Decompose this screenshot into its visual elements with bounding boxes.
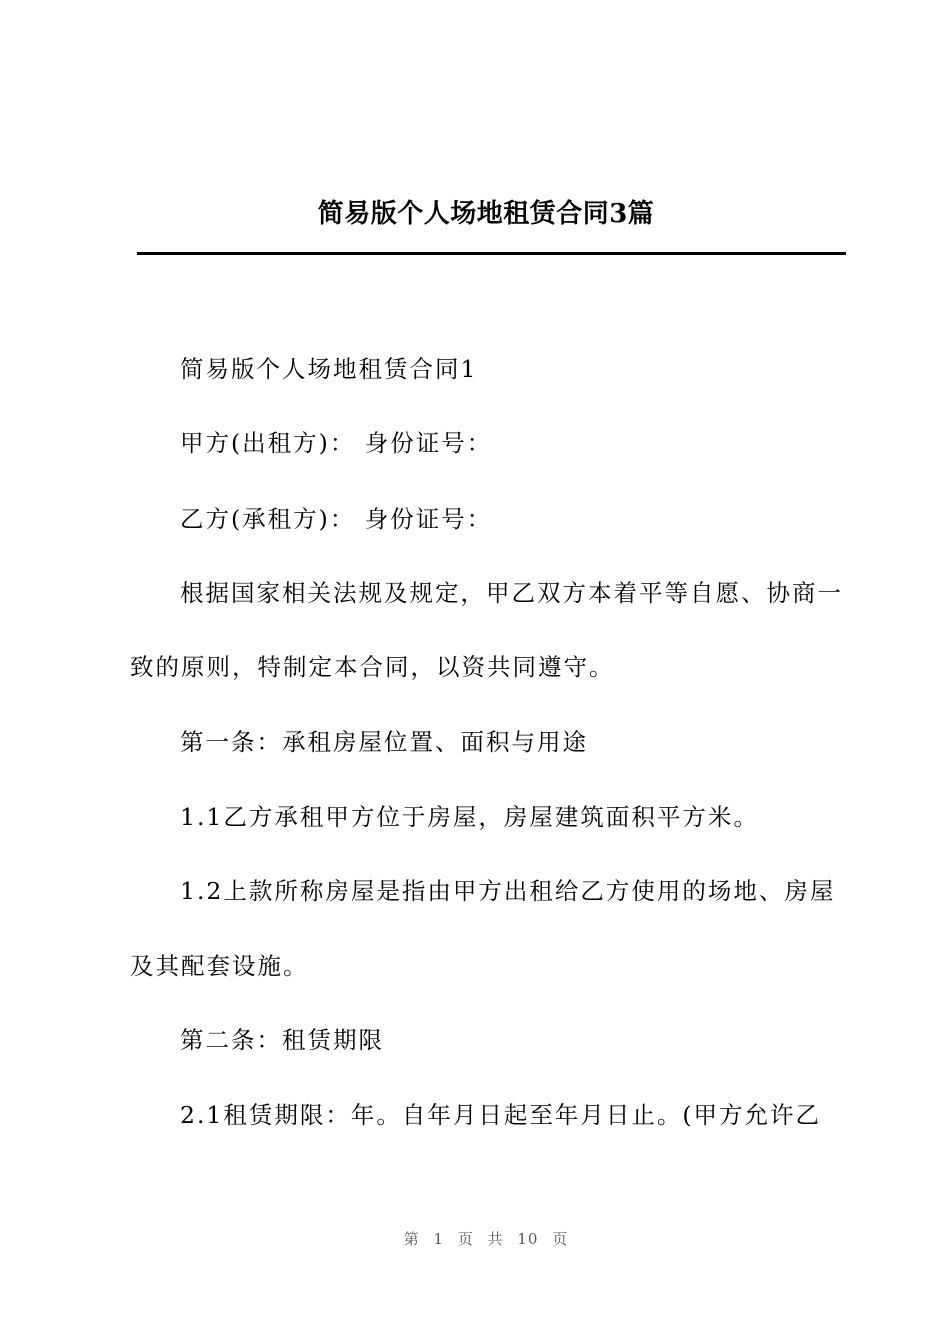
paragraph-preamble-line2: 致的原则，特制定本合同，以资共同遵守。 (130, 653, 615, 681)
page-number-footer: 第 1 页 共 10 页 (403, 1230, 569, 1248)
paragraph-preamble-line1: 根据国家相关法规及规定，甲乙双方本着平等自愿、协商一 (180, 579, 843, 607)
title-divider (137, 252, 846, 255)
paragraph-clause-1-2-line1: 1.2上款所称房屋是指由甲方出租给乙方使用的场地、房屋 (180, 877, 836, 905)
paragraph-article-1-heading: 第一条：承租房屋位置、面积与用途 (180, 728, 588, 756)
paragraph-clause-1-1: 1.1乙方承租甲方位于房屋，房屋建筑面积平方米。 (180, 803, 759, 831)
paragraph-party-b: 乙方(承租方)： 身份证号： (180, 505, 493, 533)
paragraph-party-a: 甲方(出租方)： 身份证号： (180, 429, 493, 457)
paragraph-clause-2-1: 2.1租赁期限：年。自年月日起至年月日止。(甲方允许乙 (180, 1101, 822, 1129)
paragraph-clause-1-2-line2: 及其配套设施。 (130, 952, 309, 980)
document-title: 简易版个人场地租赁合同3篇 (317, 199, 655, 229)
paragraph-contract-heading: 简易版个人场地租赁合同1 (180, 355, 478, 383)
paragraph-article-2-heading: 第二条：租赁期限 (180, 1026, 384, 1054)
